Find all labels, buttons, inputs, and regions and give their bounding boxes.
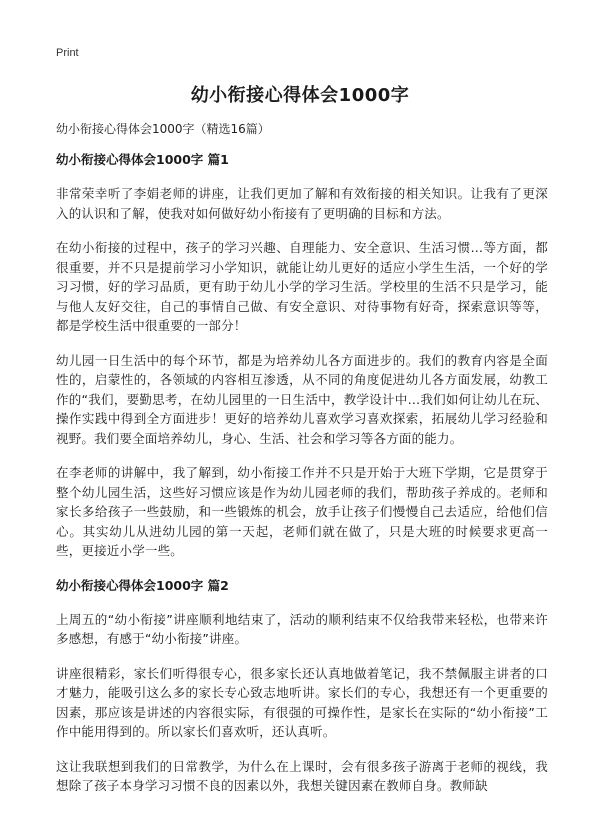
paragraph: 上周五的“幼小衔接”讲座顺利地结束了，活动的顺利结束不仅给我带来轻松，也带来许多感想，有感于“幼小衔接”讲座。: [56, 611, 548, 646]
section-heading-2: 幼小衔接心得体会1000字 篇2: [56, 577, 229, 593]
paragraph: 幼儿园一日生活中的每个环节，都是为培养幼儿各方面进步的。我们的教育内容是全面性的，启蒙性的，各领域的内容相互渗透，从不同的角度促进幼儿各方面发展，幼教工作的“我们，要勤思考，在幼儿园里的一日生活中，教学设计中…我们如何让幼儿在玩、操作实践中得到全方面进步！更好的培养幼儿喜欢学习喜欢探索，拓展幼儿学习经验和视野。我们要全面培养幼儿，身心、生活、社会和学习等各方面的能力。: [56, 352, 548, 446]
paragraph: 讲座很精彩，家长们听得很专心，很多家长还认真地做着笔记，我不禁佩服主讲者的口才魅力，能吸引这么多的家长专心致志地听讲。家长们的专心，我想还有一个更重要的因素，那应该是讲述的内容很实际，有很强的可操作性，是家长在实际的“幼小衔接”工作中能用得到的。所以家长们喜欢听，还认真听。: [56, 665, 548, 739]
section-heading-1: 幼小衔接心得体会1000字 篇1: [56, 152, 229, 167]
page-title: 幼小衔接心得体会1000字: [190, 85, 410, 106]
paragraph: 在李老师的讲解中，我了解到，幼小衔接工作并不只是开始于大班下学期，它是贯穿于整个幼儿园生活，这些好习惯应该是作为幼儿园老师的我们，帮助孩子养成的。老师和家长多给孩子一些鼓励，和一些锻炼的机会，放手让孩子们慢慢自己去适应，给他们信心。其实幼儿从进幼儿园的第一天起，老师们就在做了，只是大班的时候要求更高一些，更接近小学一些。: [56, 465, 548, 558]
print-link[interactable]: Print: [56, 47, 79, 59]
document-subtitle: 幼小衔接心得体会1000字（精选16篇）: [56, 122, 270, 136]
paragraph: 非常荣幸听了李娟老师的讲座，让我们更加了解和有效衔接的相关知识。让我有了更深入的认识和了解，使我对如何做好幼小衔接有了更明确的目标和方法。: [56, 186, 548, 221]
paragraph: 在幼小衔接的过程中，孩子的学习兴趣、自理能力、安全意识、生活习惯…等方面，都很重要，并不只是提前学习小学知识，就能让幼儿更好的适应小学生生活，一个好的学习习惯，好的学习品质，更有助于幼儿小学的学习生活。学校里的生活不只是学习，能与他人友好交往，自己的事情自己做、有安全意识、对待事物有好奇，探索意识等等，都是学校生活中很重要的一部分！: [56, 240, 548, 333]
paragraph: 这让我联想到我们的日常教学，为什么在上课时，会有很多孩子游离于老师的视线，我想除了孩子本身学习习惯不良的因素以外，我想关键因素在教师自身。教师缺: [56, 758, 548, 793]
document-body: [56, 119, 548, 811]
